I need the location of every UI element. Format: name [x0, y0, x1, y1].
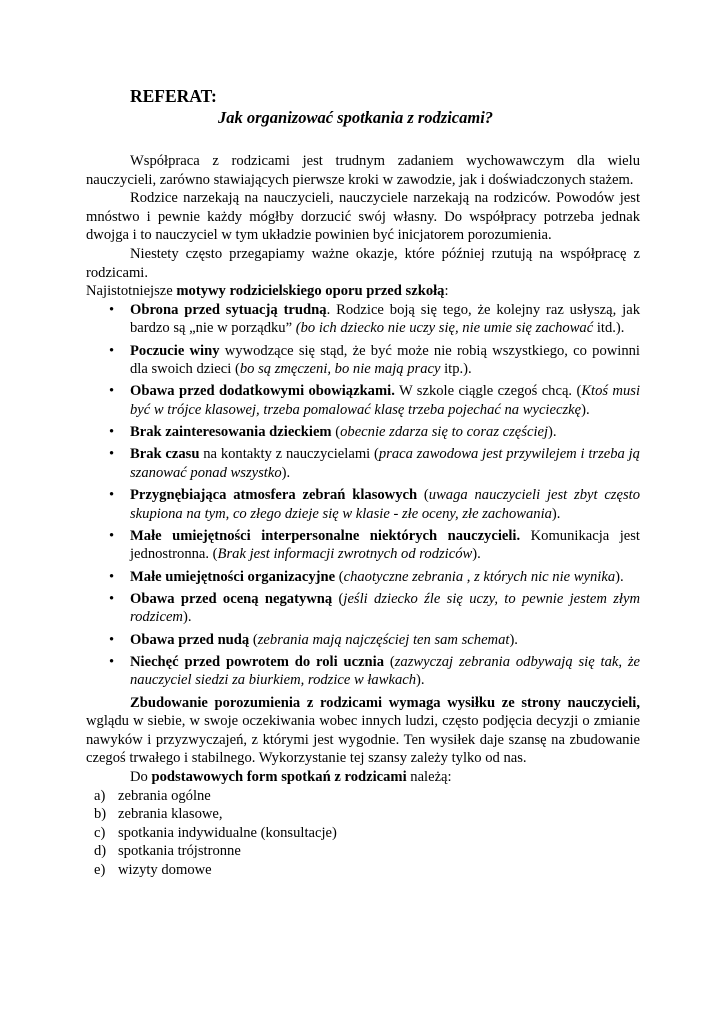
list-item: • Obawa przed nudą (zebrania mają najczęściej ten sam schemat). — [109, 631, 518, 648]
list-item: • Brak czasu na kontakty z nauczycielami (praca zawodowa jest przywilejem i trzeba ją szanować ponad wszystko). — [109, 446, 640, 481]
bullet-icon: • — [109, 653, 115, 670]
paragraph-building-agreement: Zbudowanie porozumienia z rodzicami wymaga wysiłku ze strony nauczycieli, wglądu w siebie, w swoje oczekiwania wobec innych ludzi, często podjęcia decyzji o zmianie nawyków i przyzwyczajeń, z którymi jest wygodnie. Ten wysiłek daje szansę na zbudowanie czegoś trwałego i stabilnego. Wykorzystanie tej szansy zależy tylko od nas. — [86, 694, 640, 767]
list-marker: c) — [94, 824, 106, 841]
list-item: • Brak zainteresowania dzieckiem (obecnie zdarza się to coraz częściej). — [109, 424, 557, 441]
bullet-icon: • — [109, 342, 115, 359]
list-marker: a) — [94, 787, 106, 804]
list-item: • Małe umiejętności interpersonalne niektórych nauczycieli. Komunikacja jest jednostronna. (Brak jest informacji zwrotnych od rodziców). — [109, 527, 640, 563]
bullet-icon: • — [109, 301, 115, 318]
paragraph-intro: Współpraca z rodzicami jest trudnym zadaniem wychowawczym dla wielu nauczycieli, zarówno stawiających pierwsze kroki w zawodzie, jak i doświadczonych stażem. — [86, 153, 640, 188]
bullet-icon: • — [109, 383, 115, 400]
list-marker: d) — [94, 843, 107, 860]
list-item: • Obrona przed sytuacją trudną. Rodzice boją się tego, że kolejny raz usłyszą, jak bardzo są „nie w porządku” (bo ich dziecko nie uczy się, nie umie się zachować itd.). — [109, 301, 640, 337]
list-item: e) wizyty domowe — [94, 861, 212, 878]
list-marker: e) — [94, 861, 106, 878]
bullet-icon: • — [109, 590, 115, 607]
document-subtitle: Jak organizować spotkania z rodzicami? — [218, 108, 494, 127]
paragraph-complaints: Rodzice narzekają na nauczycieli, nauczyciele narzekają na rodziców. Powodów jest mnóstwo i pewnie każdy mógłby dorzucić swój własny. Do współpracy potrzeba jednak dwojga i to nauczyciel w tym układzie powinien być inicjatorem porozumienia. — [86, 190, 640, 244]
list-item: d) spotkania trójstronne — [94, 843, 241, 860]
paragraph-missed-opportunities: Niestety często przegapiamy ważne okazje, które później rzutują na współpracę z rodzicami. — [86, 245, 640, 281]
bullet-icon: • — [109, 631, 115, 648]
list-item: • Małe umiejętności organizacyjne (chaotyczne zebrania , z których nic nie wynika). — [109, 568, 624, 585]
paragraph-motives-intro: Najistotniejsze motywy rodzicielskiego oporu przed szkołą: — [86, 283, 449, 300]
list-item: a) zebrania ogólne — [94, 787, 211, 804]
list-item: • Obawa przed oceną negatywną (jeśli dziecko źle się uczy, to pewnie jestem złym rodzicem). — [109, 590, 640, 626]
list-item: • Przygnębiająca atmosfera zebrań klasowych (uwaga nauczycieli jest zbyt często skupiona na tym, co złego dzieje się w klasie - złe oceny, złe zachowania). — [109, 487, 640, 522]
forms-list — [86, 787, 640, 880]
list-item: c) spotkania indywidualne (konsultacje) — [94, 824, 337, 841]
list-item: • Poczucie winy wywodzące się stąd, że być może nie robią wszystkiego, co powinni dla swoich dzieci (bo są zmęczeni, bo nie mają pracy itp.). — [109, 342, 640, 378]
bullet-icon: • — [109, 487, 115, 504]
motives-list — [86, 301, 640, 690]
list-item: b) zebrania klasowe, — [94, 806, 223, 823]
list-item: • Niechęć przed powrotem do roli ucznia (zazwyczaj zebrania odbywają się tak, że nauczyciel siedzi za biurkiem, rodzice w ławkach). — [109, 653, 640, 689]
document-page — [86, 86, 640, 880]
list-marker: b) — [94, 806, 107, 823]
document-title: REFERAT: — [130, 86, 217, 106]
bullet-icon: • — [109, 568, 115, 585]
bullet-icon: • — [109, 527, 115, 544]
bullet-icon: • — [109, 446, 115, 463]
list-item: • Obawa przed dodatkowymi obowiązkami. W szkole ciągle czegoś chcą. (Ktoś musi być w trójce klasowej, trzeba pomalować klasę trzeba pojechać na wycieczkę). — [109, 383, 641, 418]
bullet-icon: • — [109, 424, 115, 441]
paragraph-forms-intro: Do podstawowych form spotkań z rodzicami należą: — [130, 768, 452, 785]
